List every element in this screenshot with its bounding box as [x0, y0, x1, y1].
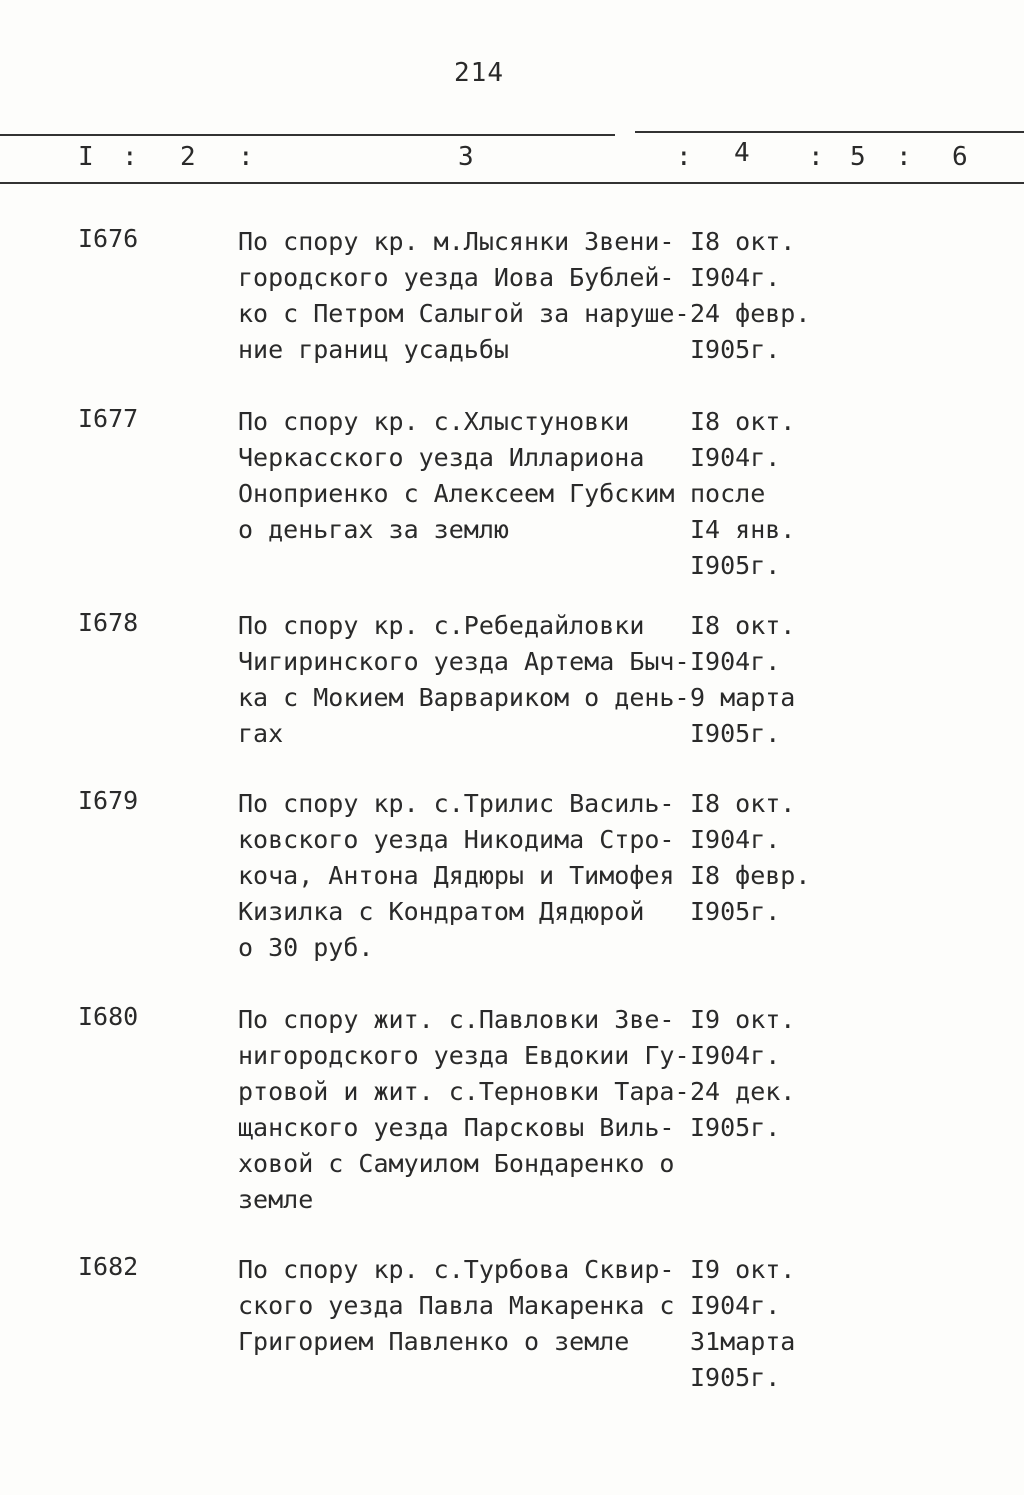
- column-separator: :: [122, 142, 138, 172]
- record-number: I679: [78, 786, 139, 815]
- record-dates: [690, 1002, 830, 1146]
- record-number: I677: [78, 404, 139, 433]
- description-line: По спору кр. с.Хлыстуновки: [238, 407, 630, 436]
- description-line: Кизилка с Кондратом Дядюрой: [238, 897, 645, 926]
- description-line: ка с Мокием Варвариком о день-: [238, 683, 690, 712]
- column-header-1: I: [78, 142, 94, 172]
- date-line: 31марта: [690, 1327, 796, 1356]
- date-line: I9 окт.: [690, 1005, 796, 1034]
- date-line: I905г.: [690, 1113, 781, 1142]
- record-description: [238, 786, 678, 966]
- header-rule-top-right: [635, 131, 1024, 133]
- description-line: ского уезда Павла Макаренка с: [238, 1291, 675, 1320]
- description-line: городского уезда Иова Бублей-: [238, 263, 675, 292]
- date-line: I8 окт.: [690, 407, 796, 436]
- column-separator: :: [808, 142, 824, 172]
- record-dates: [690, 786, 830, 930]
- description-line: По спору жит. с.Павловки Зве-: [238, 1005, 675, 1034]
- record-description: [238, 224, 690, 368]
- record-description: [238, 404, 678, 548]
- description-line: Оноприенко с Алексеем Губским: [238, 479, 675, 508]
- description-line: о деньгах за землю: [238, 515, 509, 544]
- date-line: 24 февр.: [690, 299, 811, 328]
- record-number: I680: [78, 1002, 139, 1031]
- date-line: I904г.: [690, 263, 781, 292]
- date-line: I8 окт.: [690, 611, 796, 640]
- record-dates: [690, 224, 830, 368]
- column-header-6: 6: [952, 142, 968, 172]
- description-line: ртовой и жит. с.Терновки Тара-: [238, 1077, 690, 1106]
- record-description: [238, 608, 690, 752]
- description-line: гах: [238, 719, 284, 748]
- record-description: [238, 1002, 690, 1218]
- description-line: Черкасского уезда Иллариона: [238, 443, 645, 472]
- date-line: I904г.: [690, 1041, 781, 1070]
- date-line: I9 окт.: [690, 1255, 796, 1284]
- description-line: По спору кр. с.Турбова Сквир-: [238, 1255, 675, 1284]
- date-line: I904г.: [690, 1291, 781, 1320]
- description-line: ковского уезда Никодима Стро-: [238, 825, 675, 854]
- column-header-4: 4: [734, 138, 750, 168]
- date-line: после: [690, 479, 766, 508]
- record-number: I676: [78, 224, 139, 253]
- record-dates: [690, 1252, 830, 1396]
- description-line: По спору кр. м.Лысянки Звени-: [238, 227, 675, 256]
- date-line: 9 марта: [690, 683, 796, 712]
- column-separator: :: [896, 142, 912, 172]
- date-line: I904г.: [690, 647, 781, 676]
- header-rule-bottom: [0, 182, 1024, 184]
- date-line: 24 дек.: [690, 1077, 796, 1106]
- description-line: По спору кр. с.Трилис Василь-: [238, 789, 675, 818]
- column-separator: :: [238, 142, 254, 172]
- date-line: I4 янв.: [690, 515, 796, 544]
- record-description: [238, 1252, 678, 1360]
- record-number: I682: [78, 1252, 139, 1281]
- page-number: 214: [454, 58, 504, 88]
- date-line: I8 окт.: [690, 227, 796, 256]
- description-line: ние границ усадьбы: [238, 335, 509, 364]
- description-line: По спору кр. с.Ребедайловки: [238, 611, 645, 640]
- column-header-2: 2: [180, 142, 196, 172]
- record-number: I678: [78, 608, 139, 637]
- description-line: Григорием Павленко о земле: [238, 1327, 630, 1356]
- description-line: земле: [238, 1185, 314, 1214]
- description-line: щанского уезда Парсковы Виль-: [238, 1113, 675, 1142]
- description-line: нигородского уезда Евдокии Гу-: [238, 1041, 690, 1070]
- column-header-5: 5: [850, 142, 866, 172]
- date-line: I905г.: [690, 335, 781, 364]
- description-line: ховой с Самуилом Бондаренко о: [238, 1149, 675, 1178]
- column-header-3: 3: [458, 142, 474, 172]
- record-dates: [690, 608, 830, 752]
- description-line: ко с Петром Салыгой за наруше-: [238, 299, 690, 328]
- description-line: Чигиринского уезда Артема Быч-: [238, 647, 690, 676]
- date-line: I905г.: [690, 1363, 781, 1392]
- record-dates: [690, 404, 830, 584]
- date-line: I905г.: [690, 897, 781, 926]
- header-rule-top-left: [0, 134, 615, 136]
- date-line: I8 февр.: [690, 861, 811, 890]
- column-separator: :: [676, 142, 692, 172]
- date-line: I8 окт.: [690, 789, 796, 818]
- description-line: о 30 руб.: [238, 933, 374, 962]
- description-line: коча, Антона Дядюры и Тимофея: [238, 861, 675, 890]
- date-line: I904г.: [690, 443, 781, 472]
- date-line: I905г.: [690, 719, 781, 748]
- date-line: I904г.: [690, 825, 781, 854]
- date-line: I905г.: [690, 551, 781, 580]
